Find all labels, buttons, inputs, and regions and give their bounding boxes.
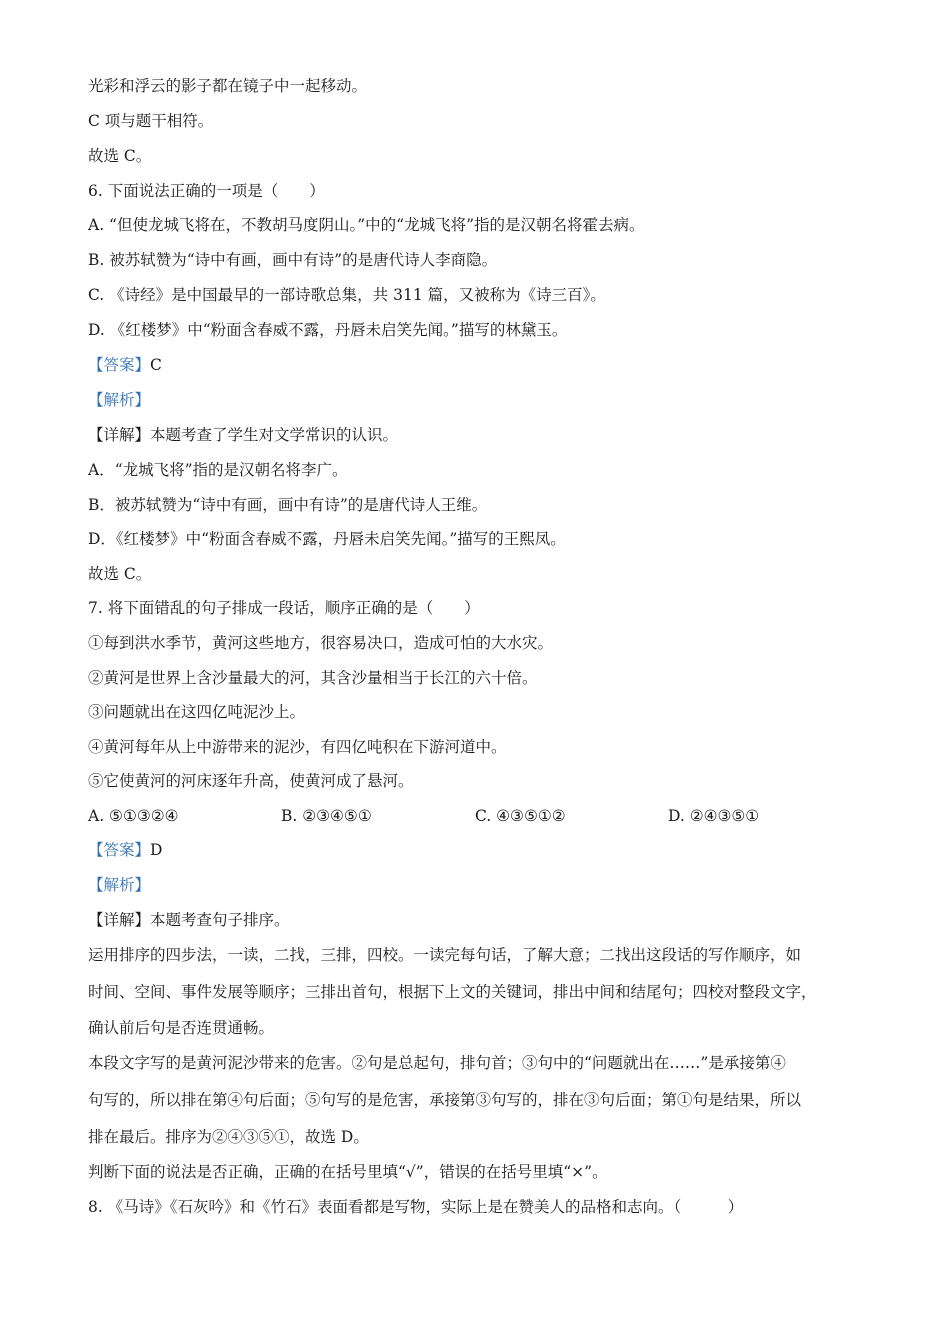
- sentence-5: ⑤它使黄河的河床逐年升高，使黄河成了悬河。: [88, 772, 414, 790]
- sentence-1: ①每到洪水季节，黄河这些地方，很容易决口，造成可怕的大水灾。: [88, 634, 554, 652]
- option-b: B. 被苏轼赞为“诗中有画，画中有诗”的是唐代诗人李商隐。: [88, 251, 498, 269]
- option-d: D. 《红楼梦》中“粉面含春威不露，丹唇未启笑先闻。”描写的林黛玉。: [88, 321, 568, 339]
- text-line: 运用排序的四步法，一读，二找，三排，四校。一读完每句话，了解大意；二找出这段话的写作顺序，如: [88, 946, 802, 964]
- text-line: 排在最后。排序为②④③⑤①，故选 D。: [88, 1128, 369, 1146]
- text-line: 故选 C。: [88, 565, 152, 583]
- option-d: D. ②④③⑤①: [668, 807, 760, 825]
- detail-line: 【详解】本题考查句子排序。: [88, 911, 290, 929]
- text-line: 时间、空间、事件发展等顺序；三排出首句，根据下上文的关键词，排出中间和结尾句；四校对整段文字，: [88, 983, 817, 1001]
- text-line: 光彩和浮云的影子都在镜子中一起移动。: [88, 77, 368, 95]
- text-line: 确认前后句是否连贯通畅。: [88, 1019, 275, 1037]
- answer-tag: 【答案】: [88, 841, 151, 859]
- option-b: B. ②③④⑤①: [281, 807, 372, 825]
- question-6: 6. 下面说法正确的一项是（ ）: [88, 182, 325, 200]
- analysis-tag: 【解析】: [88, 876, 151, 894]
- option-c: C. ④③⑤①②: [475, 807, 566, 825]
- answer-line: [88, 354, 888, 376]
- analysis-tag: 【解析】: [88, 391, 151, 409]
- answer-line: [88, 839, 888, 861]
- question-8: 8. 《马诗》《石灰吟》和《竹石》表面看都是写物，实际上是在赞美人的品格和志向。（ ）: [88, 1198, 744, 1216]
- option-a: A. ⑤①③②④: [88, 807, 179, 825]
- text-line: 故选 C。: [88, 147, 152, 165]
- text-line: A．“龙城飞将”指的是汉朝名将李广。: [88, 461, 348, 479]
- sentence-3: ③问题就出在这四亿吨泥沙上。: [88, 703, 306, 721]
- sentence-4: ④黄河每年从上中游带来的泥沙，有四亿吨积在下游河道中。: [88, 738, 507, 756]
- detail-line: 【详解】本题考查了学生对文学常识的认识。: [88, 426, 399, 444]
- answer-value: C: [150, 356, 162, 374]
- text-line: 本段文字写的是黄河泥沙带来的危害。②句是总起句，排句首；③句中的“问题就出在……”是承接第④: [88, 1054, 786, 1072]
- text-line: B．被苏轼赞为“诗中有画，画中有诗”的是唐代诗人王维。: [88, 496, 488, 514]
- text-line: D．《红楼梦》中“粉面含春威不露，丹唇未启笑先闻。”描写的王熙凤。: [88, 530, 566, 548]
- question-7: 7. 将下面错乱的句子排成一段话，顺序正确的是（ ）: [88, 599, 480, 617]
- answer-tag: 【答案】: [88, 356, 151, 374]
- text-line: 句写的，所以排在第④句后面；⑤句写的是危害，承接第③句写的，排在③句后面；第①句是结果，所以: [88, 1091, 802, 1109]
- option-a: A. “但使龙城飞将在，不教胡马度阴山。”中的“龙城飞将”指的是汉朝名将霍去病。: [88, 216, 645, 234]
- text-line: C 项与题干相符。: [88, 112, 214, 130]
- option-c: C. 《诗经》是中国最早的一部诗歌总集，共 311 篇，又被称为《诗三百》。: [88, 286, 606, 304]
- sentence-2: ②黄河是世界上含沙量最大的河，其含沙量相当于长江的六十倍。: [88, 669, 538, 687]
- instruction-line: 判断下面的说法是否正确，正确的在括号里填“√”，错误的在括号里填“×”。: [88, 1163, 608, 1181]
- answer-value: D: [150, 841, 163, 859]
